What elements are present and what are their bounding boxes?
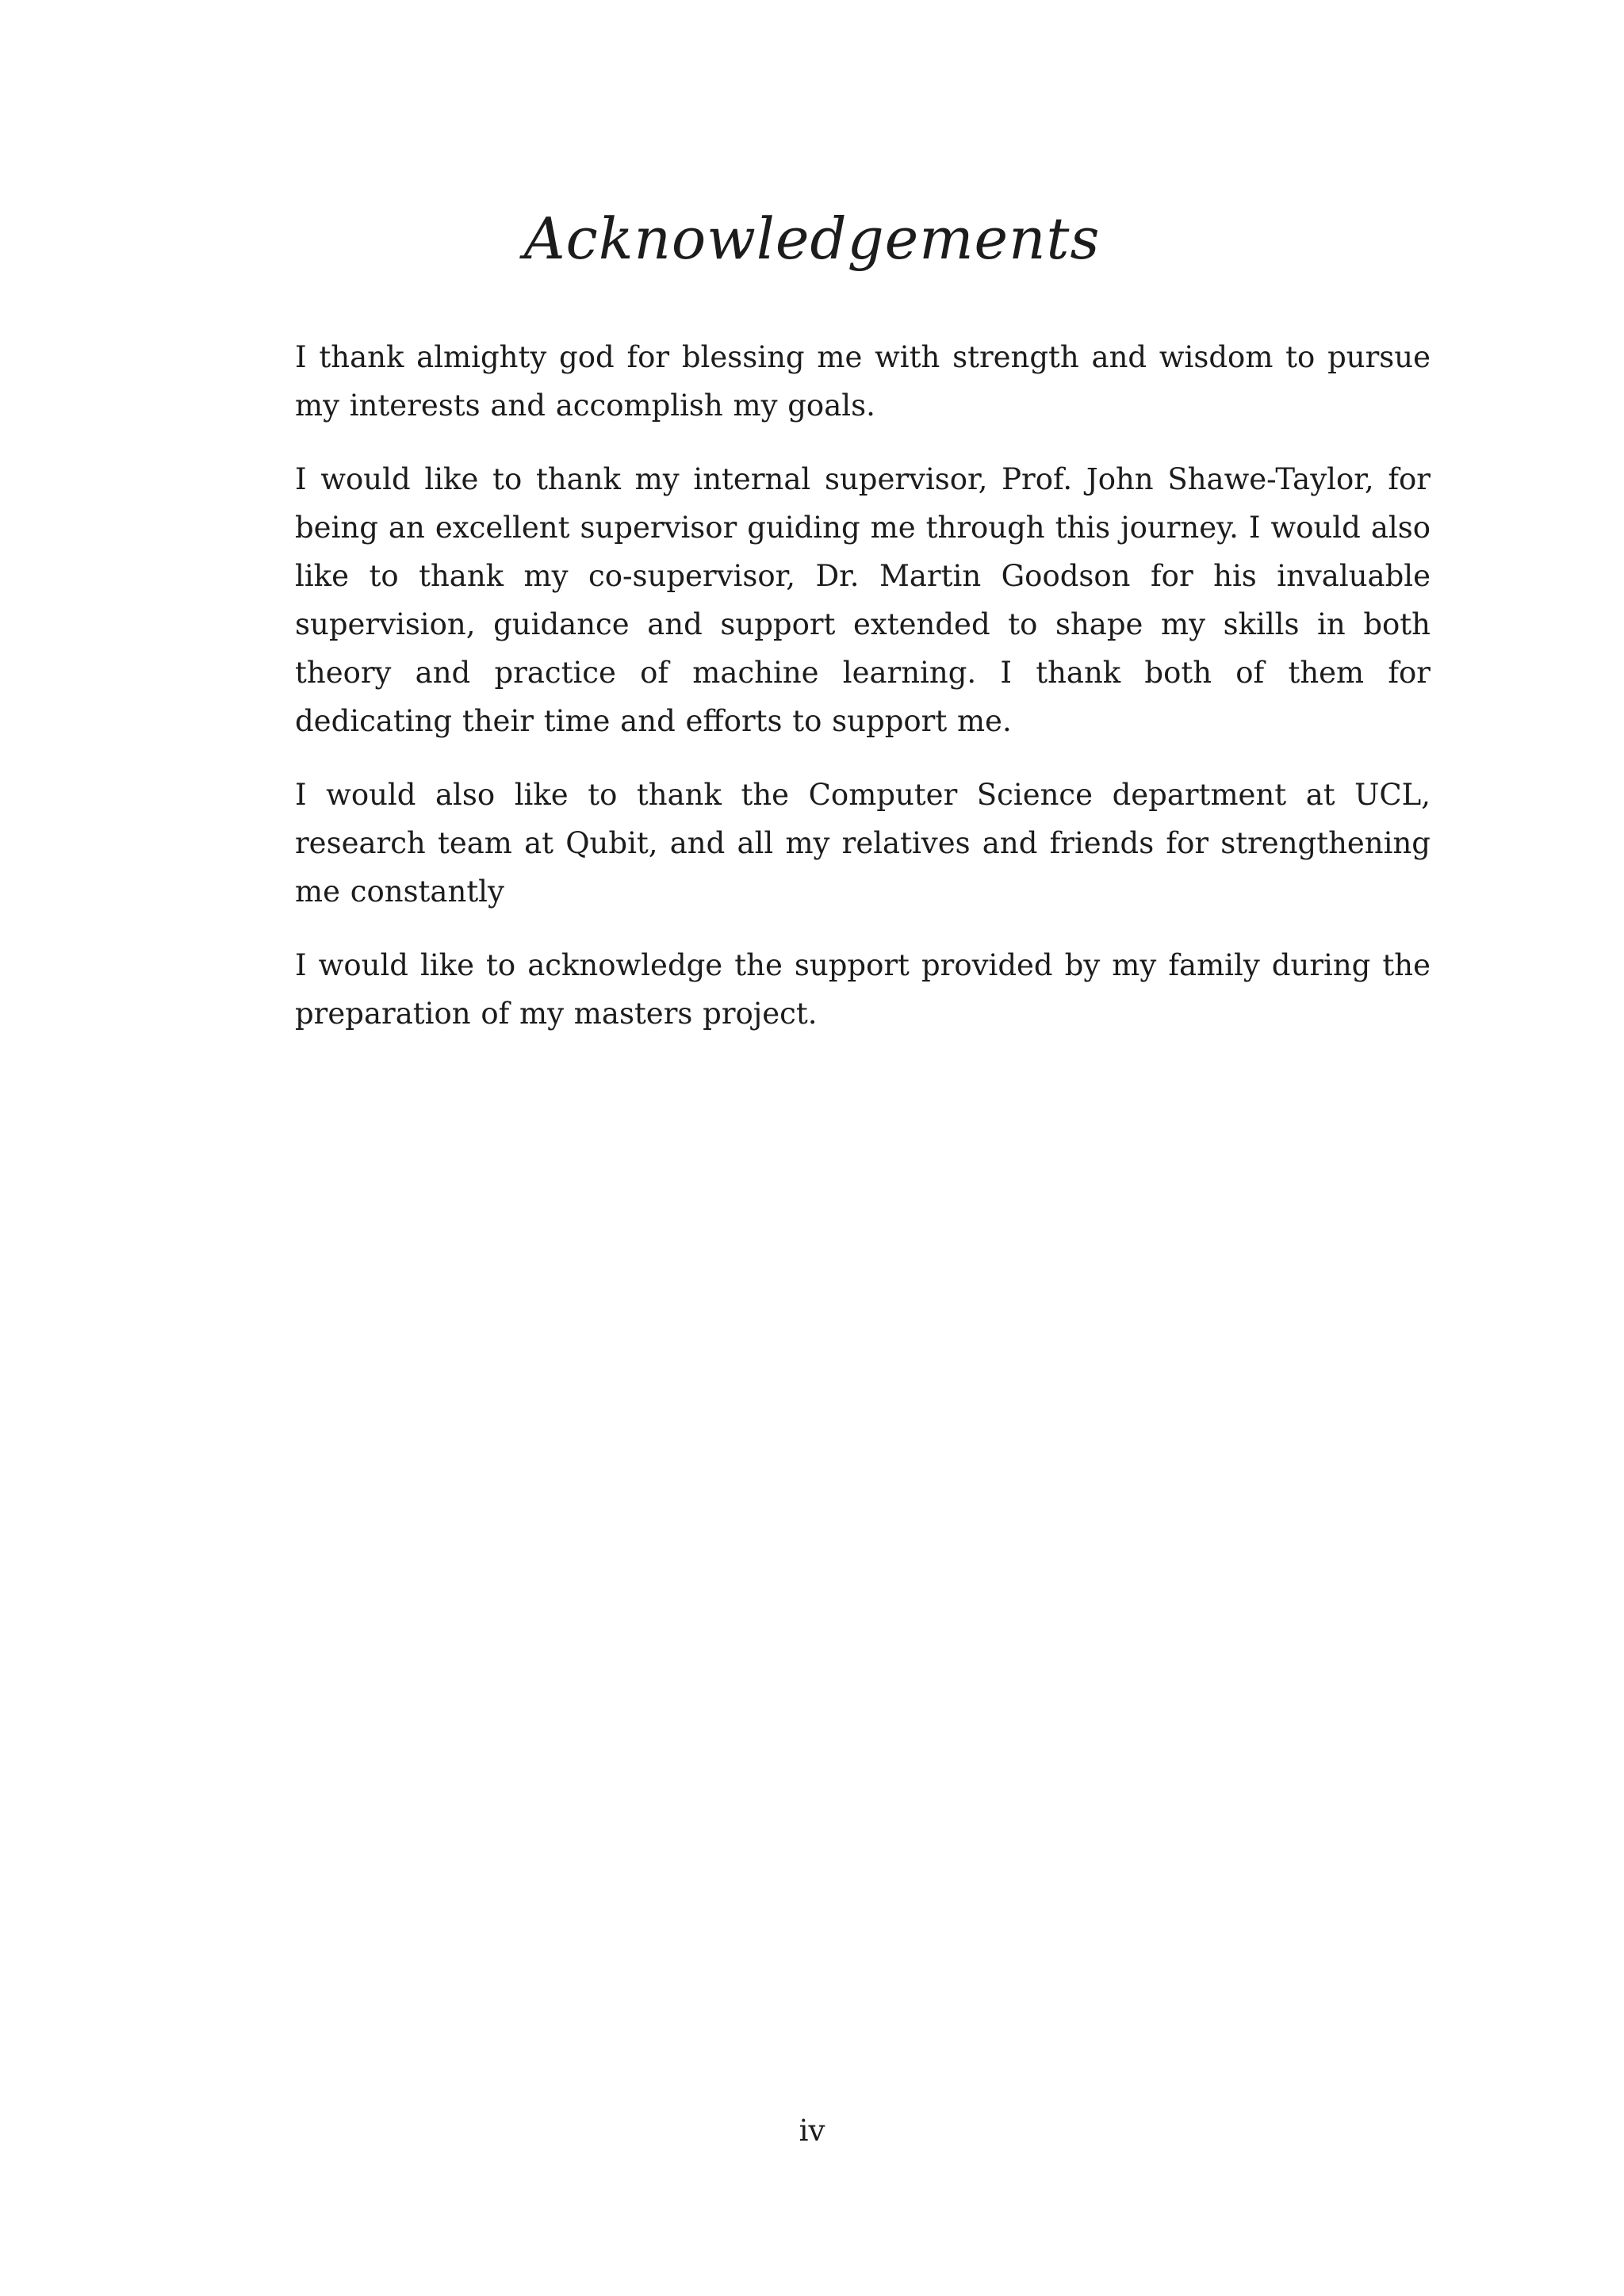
paragraph-2: I would like to thank my internal supervisor, Prof. John Shawe-Taylor, for being an excellent supervisor guiding me through this journey. I would also like to thank my co-supervisor, Dr. Martin Goodson for his invaluable supervision, guidance and support extended to shape my skills in both theory and practice of machine learning. I thank both of them for dedicating their time and efforts to support me. (295, 462, 1431, 738)
acknowledgements-body (295, 333, 1431, 1063)
page-title: Acknowledgements (523, 205, 1101, 272)
paragraph-4: I would like to acknowledge the support provided by my family during the preparation of my masters project. (295, 948, 1431, 1031)
page-number: iv (799, 2114, 825, 2148)
paragraph-1: I thank almighty god for blessing me with strength and wisdom to pursue my interests and accomplish my goals. (295, 340, 1431, 423)
paragraph-3: I would also like to thank the Computer Science department at UCL, research team at Qubit, and all my relatives and friends for strengthening me constantly (295, 778, 1431, 909)
